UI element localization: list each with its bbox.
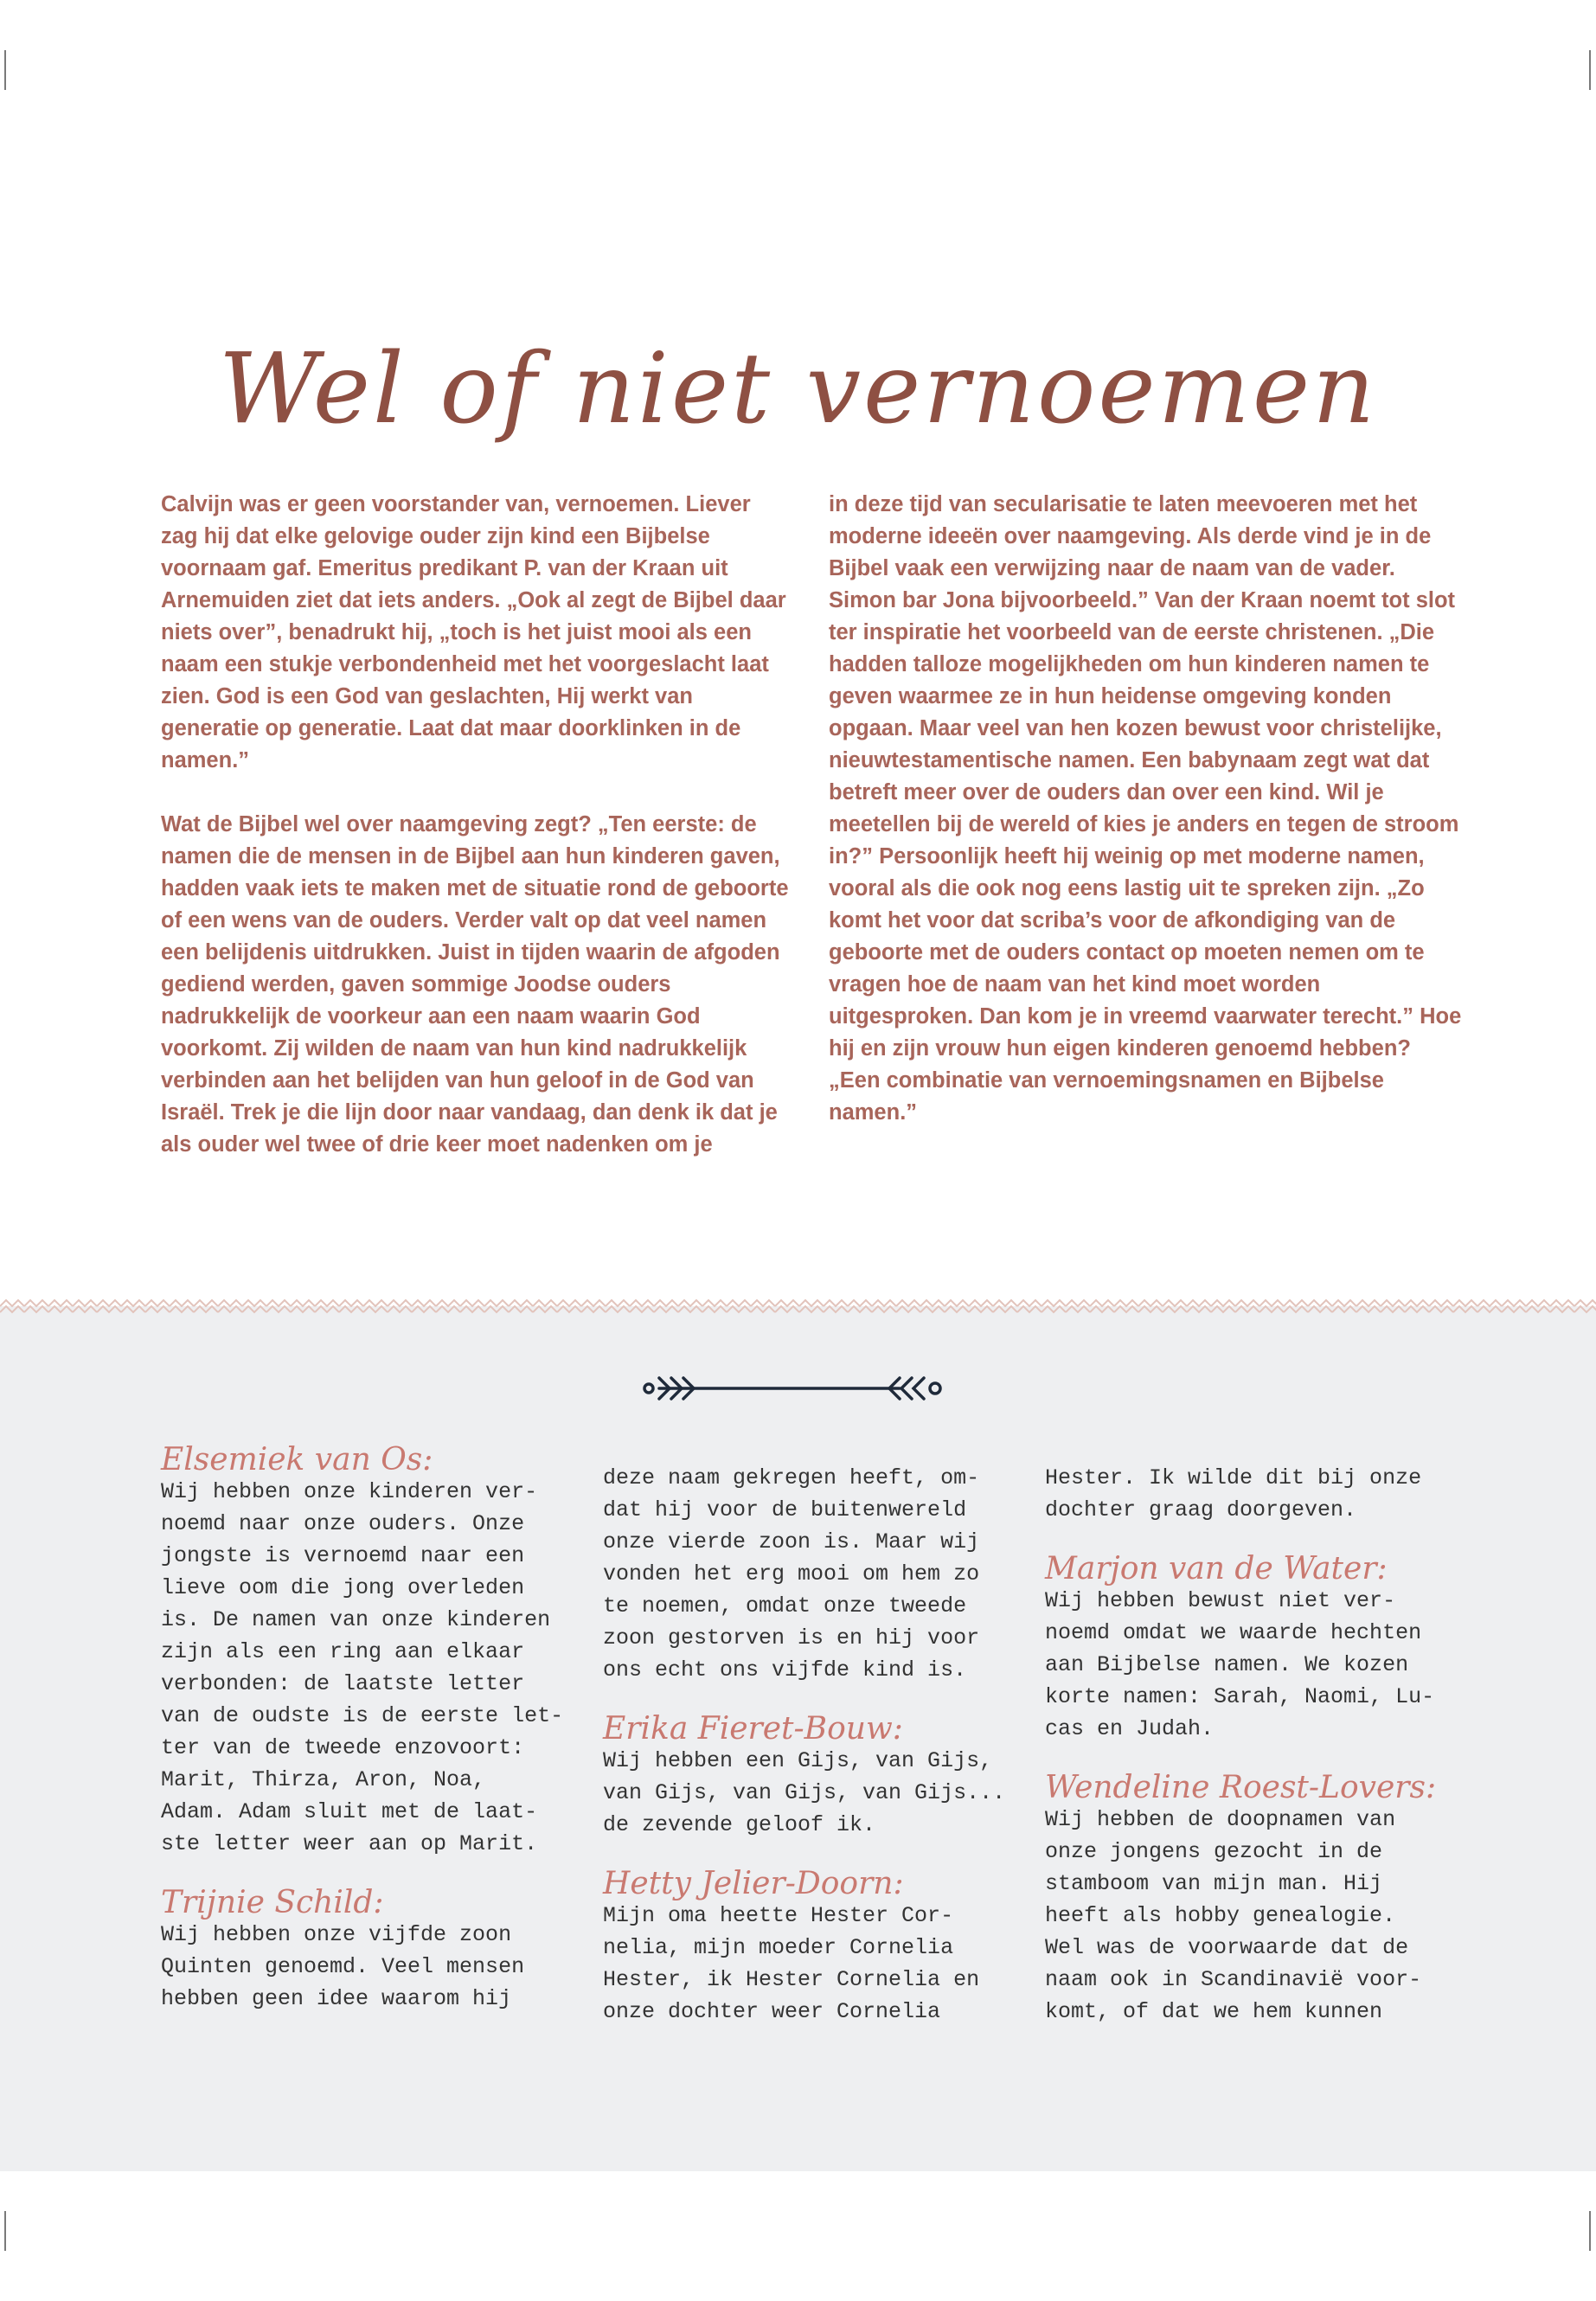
story-name-elsemiek: Elsemiek van Os: [161, 1442, 433, 1477]
article-paragraph-1: Calvijn was er geen voorstander van, vernoemen. Liever zag hij dat elke gelovige ouder zijn kind een Bijbelse voornaam gaf. Emeritus predikant P. van der Kraan uit Arnemuiden ziet dat iets anders. „Ook al zegt de Bijbel daar niets over”, benadrukt hij, „toch is het juist mooi als een naam een stukje verbondenheid met het voorgeslacht laat zien. God is een God van geslachten, Hij werkt van generatie op generatie. Laat dat maar doorklinken in de namen.” [161, 492, 786, 772]
story-text-wendeline: Wij hebben de doopnamen van onze jongens gezocht in de stamboom van mijn man. Hij heeft als hobby genealogie. Wel was de voorwaarde dat de naam ook in Scandinavië voor- komt, of dat we hem kunnen [1045, 1807, 1422, 2024]
stories-column-2 [603, 1462, 1010, 2028]
crop-mark-top-left [4, 50, 6, 90]
story-text-hetty: Mijn oma heette Hester Cor- nelia, mijn moeder Cornelia Hester, ik Hester Cornelia en onze dochter weer Cornelia [603, 1903, 980, 2024]
story-name-hetty: Hetty Jelier-Doorn: [603, 1866, 904, 1901]
story-text-trijnie: Wij hebben onze vijfde zoon Quinten genoemd. Veel mensen hebben geen idee waarom hij [161, 1922, 525, 2011]
story-text-trijnie-continued: deze naam gekregen heeft, om- dat hij voor de buitenwereld onze vierde zoon is. Maar wij vonden het erg mooi om hem zo te noemen, omdat onze tweede zoon gestorven is en hij voor ons echt ons vijfde kind is. [603, 1465, 980, 1682]
crop-mark-bottom-left [4, 2211, 6, 2251]
article-column-left [161, 489, 792, 1161]
story-name-erika: Erika Fieret-Bouw: [603, 1711, 903, 1747]
stories-column-1 [161, 1443, 567, 2015]
article-title: Wel of niet vernoemen [218, 333, 1378, 445]
crop-mark-bottom-right [1589, 2211, 1591, 2251]
story-name-marjon: Marjon van de Water: [1045, 1551, 1388, 1586]
crop-mark-top-right [1589, 50, 1591, 90]
story-text-erika: Wij hebben een Gijs, van Gijs, van Gijs, van Gijs, van Gijs... de zevende geloof ik. [603, 1748, 1006, 1837]
story-name-wendeline: Wendeline Roest-Lovers: [1045, 1770, 1437, 1805]
article-paragraph-2: Wat de Bijbel wel over naamgeving zegt? „Ten eerste: de namen die de mensen in de Bijbel aan hun kinderen gaven, hadden vaak iets te maken met de situatie rond de geboorte of een wens van de ouders. Verder valt op dat veel namen een belijdenis uitdrukken. Juist in tijden waarin de afgoden gediend werden, gaven sommige Joodse ouders nadrukkelijk de voorkeur aan een naam waarin God voorkomt. Zij wilden de naam van hun kind nadrukkelijk verbinden aan het belijden van hun geloof in de God van Israël. Trek je die lijn door naar vandaag, dan denk ik dat je als ouder wel twee of drie keer moet nadenken om je [161, 812, 789, 1157]
stories-column-3 [1045, 1462, 1452, 2028]
zigzag-border-divider [0, 1293, 1596, 1319]
arrow-ornament-icon [640, 1371, 947, 1406]
story-text-marjon: Wij hebben bewust niet ver- noemd omdat we waarde hechten aan Bijbelse namen. We kozen korte namen: Sarah, Naomi, Lu- cas en Judah. [1045, 1588, 1435, 1741]
story-name-trijnie: Trijnie Schild: [161, 1885, 384, 1920]
article-paragraph-3: in deze tijd van secularisatie te laten meevoeren met het moderne ideeën over naamgeving. Als derde vind je in de Bijbel vaak een verwijzing naar de naam van de vader. Simon bar Jona bijvoorbeeld.” Van der Kraan noemt tot slot ter inspiratie het voorbeeld van de eerste christenen. „Die hadden talloze mogelijkheden om hun kinderen namen te geven waarmee ze in hun heidense omgeving konden opgaan. Maar veel van hen kozen bewust voor christelijke, nieuwtestamentische namen. Een babynaam zegt wat dat betreft meer over de ouders dan over een kind. Wil je meetellen bij de wereld of kies je anders en tegen de stroom in?” Persoonlijk heeft hij weinig op met moderne namen, vooral als die ook nog eens lastig uit te spreken zijn. „Zo komt het voor dat scriba’s voor de afkondiging van de geboorte met de ouders contact op moeten nemen om te vragen hoe de naam van het kind moet worden uitgesproken. Dan kom je in vreemd vaarwater terecht.” Hoe hij en zijn vrouw hun eigen kinderen genoemd hebben? „Een combinatie van vernoemingsnamen en Bijbelse namen.” [829, 492, 1462, 1125]
story-text-hetty-continued: Hester. Ik wilde dit bij onze dochter graag doorgeven. [1045, 1465, 1422, 1522]
article-column-right [829, 489, 1462, 1129]
story-text-elsemiek: Wij hebben onze kinderen ver- noemd naar onze ouders. Onze jongste is vernoemd naar een lieve oom die jong overleden is. De namen van onze kinderen zijn als een ring aan elkaar verbonden: de laatste letter van de oudste is de eerste let- ter van de tweede enzovoort: Marit, Thirza, Aron, Noa, Adam. Adam sluit met de laat- ste letter weer aan op Marit. [161, 1479, 564, 1856]
